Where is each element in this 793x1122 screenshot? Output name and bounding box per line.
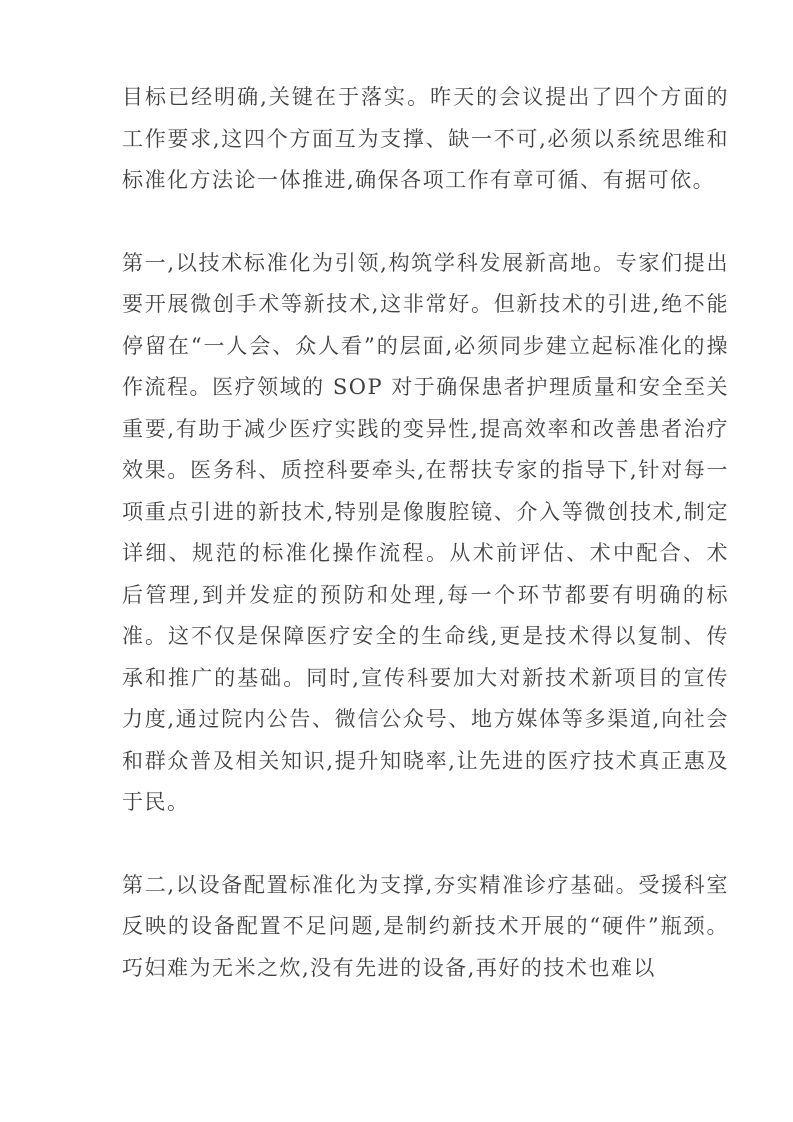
paragraph-point-two: 第二,以设备配置标准化为支撑,夯实精准诊疗基础。受援科室反映的设备配置不足问题,是制约新技术开展的“硬件”瓶颈。巧妇难为无米之炊,没有先进的设备,再好的技术也难以 [122, 872, 729, 980]
paragraph-intro: 目标已经明确,关键在于落实。昨天的会议提出了四个方面的工作要求,这四个方面互为支撑、缺一不可,必须以系统思维和标准化方法论一体推进,确保各项工作有章可循、有据可依。 [122, 85, 729, 192]
document-body [122, 77, 729, 989]
paragraph-point-one: 第一,以技术标准化为引领,构筑学科发展新高地。专家们提出要开展微创手术等新技术,这非常好。但新技术的引进,绝不能停留在“一人会、众人看”的层面,必须同步建立起标准化的操作流程。医疗领域的 SOP 对于确保患者护理质量和安全至关重要,有助于减少医疗实践的变异性,提高效率和改善患者治疗效果。医务科、质控科要牵头,在帮扶专家的指导下,针对每一项重点引进的新技术,特别是像腹腔镜、介入等微创技术,制定详细、规范的标准化操作流程。从术前评估、术中配合、术后管理,到并发症的预防和处理,每一个环节都要有明确的标准。这不仅是保障医疗安全的生命线,更是技术得以复制、传承和推广的基础。同时,宣传科要加大对新技术新项目的宣传力度,通过院内公告、微信公众号、地方媒体等多渠道,向社会和群众普及相关知识,提升知晓率,让先进的医疗技术真正惠及于民。 [122, 250, 729, 814]
